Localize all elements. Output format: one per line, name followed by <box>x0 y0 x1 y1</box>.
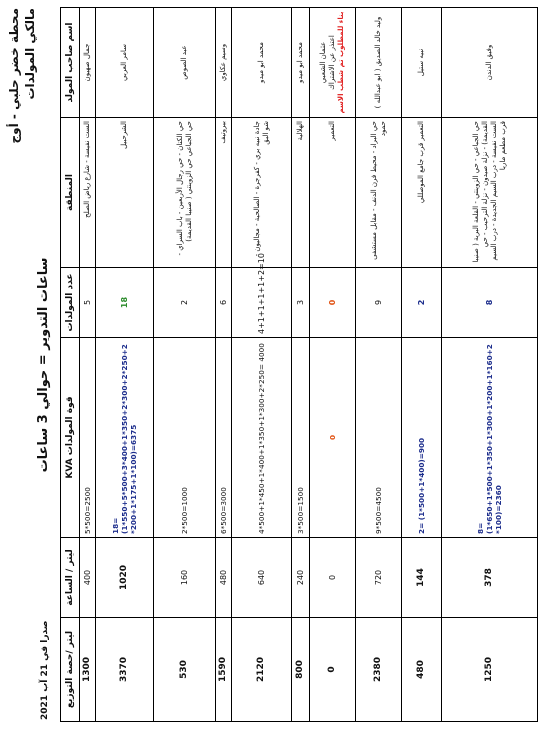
kva-cell: 5*500=2500 <box>80 338 96 538</box>
kva-cell: 4*500+1*450+1*400+1*350+1*300+2*250= 4000 <box>232 338 292 538</box>
table-row <box>310 8 356 722</box>
rotation-hours: ساعات التدوير = حوالي 3 ساعات <box>36 257 51 473</box>
owner-cell: محمد ابو ميدو <box>292 8 310 118</box>
count-cell: 8 <box>442 268 538 338</box>
owner-cell: محمد ابو ميدو <box>232 8 292 118</box>
hourly-cell: 1020 <box>96 538 154 618</box>
hourly-cell: 480 <box>216 538 232 618</box>
table-row <box>232 8 292 722</box>
area-cell: التعمير <box>310 118 356 268</box>
kva-cell: 6*500=3000 <box>216 338 232 538</box>
kva-cell: 8= (1*650+1*500+1*350+1*300+1*200+1*160+2*100)=2360 <box>442 338 538 538</box>
area-cell: التعمير قرب جامع الموصللي <box>402 118 442 268</box>
kva-cell: 9*500=4500 <box>356 338 402 538</box>
station-line: محطة خضر حلبي - أوج <box>7 8 21 144</box>
col-count: عدد المولدات <box>61 268 80 338</box>
table-row <box>96 8 154 722</box>
col-area: المنطقة <box>61 118 80 268</box>
owner-cell <box>310 8 356 118</box>
col-kva: قوة المولدات KVA <box>61 338 80 538</box>
area-cell: الهلالية <box>292 118 310 268</box>
generators-table <box>60 7 538 722</box>
hourly-cell: 160 <box>154 538 216 618</box>
kva-cell: 0 <box>310 338 356 538</box>
owner-cell: وفيق الدندن <box>442 8 538 118</box>
count-cell: 3 <box>292 268 310 338</box>
col-hourly: ليتر / الساعة <box>61 538 80 618</box>
count-cell: 18 <box>96 268 154 338</box>
area-cell: الست نفيسة - شارع رياض الصلح <box>80 118 96 268</box>
hourly-cell: 720 <box>356 538 402 618</box>
count-cell: 2 <box>402 268 442 338</box>
table-row <box>154 8 216 722</box>
owner-cell: نبيه ستيل <box>402 8 442 118</box>
distribution-cell: 480 <box>402 618 442 722</box>
owner-cell: سامر العربي <box>96 8 154 118</box>
owner-withdraw-note: اعتذر عن الاشتراك <box>328 35 336 90</box>
hourly-cell: 0 <box>310 538 356 618</box>
issue-date: صدرا في 21 آب 2021 <box>40 620 50 720</box>
area-cell: حي الكتان - حي رجال الأربعين - باب السراي - حي الجباعي حي الزوينتي ( صنيبا القديمة) <box>154 118 216 268</box>
distribution-cell: 1250 <box>442 618 538 722</box>
owner-cell: جمال صهيون <box>80 8 96 118</box>
hourly-cell: 240 <box>292 538 310 618</box>
count-cell: 6 <box>216 268 232 338</box>
table-row <box>402 8 442 722</box>
distribution-cell: 2380 <box>356 618 402 722</box>
kva-cell: 2*500=1000 <box>154 338 216 538</box>
owner-cell: وسيم عكاوي <box>216 8 232 118</box>
owner-removed-note: بناء للمطلوب تم شطب الاسم <box>337 11 345 114</box>
kva-cell: 3*500=1500 <box>292 338 310 538</box>
count-cell: 9 <box>356 268 402 338</box>
table-row <box>442 8 538 722</box>
count-cell: 5 <box>80 268 96 338</box>
area-cell: حي الجباعي - حي الزوينتي - القلعة البرية ( صنيبا القديمة) - نزلة صيدون - نزلة الترحيب - حي الست نفيسة - درب السيم الجديدة - درب السيم قرب مطعم ماريا <box>442 118 538 268</box>
kva-cell: 2= (1*500+1*400)=900 <box>402 338 442 538</box>
distribution-cell: 0 <box>310 618 356 722</box>
hourly-cell: 378 <box>442 538 538 618</box>
col-owner: اسم صاحب المولد <box>61 8 80 118</box>
hourly-cell: 400 <box>80 538 96 618</box>
distribution-cell: 1300 <box>80 618 96 722</box>
table-header-row <box>61 8 80 722</box>
table-row <box>216 8 232 722</box>
area-cell: حي البراد - محيط فرن الدنف - مقابل مستشفى حمود <box>356 118 402 268</box>
owners-line: مالكي المولدات <box>23 8 37 100</box>
distribution-cell: 3370 <box>96 618 154 722</box>
kva-cell: 18= (1*550+5*500+3*400+1*350+2*300+2*250+2*200+1*175+1*100)=6375 <box>96 338 154 538</box>
hourly-cell: 640 <box>232 538 292 618</box>
area-cell: الشرحبيل <box>96 118 154 268</box>
distribution-cell: 1590 <box>216 618 232 722</box>
owner-name: عثمان الشعبي <box>319 41 327 84</box>
distribution-cell: 800 <box>292 618 310 722</box>
distribution-cell: 530 <box>154 618 216 722</box>
hourly-cell: 144 <box>402 538 442 618</box>
count-cell: 0 <box>310 268 356 338</box>
owner-cell: وليد خالد الصديق ( ابو عبدالله ) <box>356 8 402 118</box>
area-cell: جادة نبيه بري - كفرجرة - الصالحية - مجاليون - شو البق <box>232 118 292 268</box>
table-row <box>80 8 96 722</box>
col-distribution: ليتر /حصة التوزيع <box>61 618 80 722</box>
owner-cell: عبد الصوص <box>154 8 216 118</box>
distribution-cell: 2120 <box>232 618 292 722</box>
area-cell: بيروتيف <box>216 118 232 268</box>
document-header <box>6 8 38 143</box>
table-row <box>356 8 402 722</box>
table-row <box>292 8 310 722</box>
count-cell: 4+1+1+1+1+2=10 <box>232 268 292 338</box>
count-cell: 2 <box>154 268 216 338</box>
